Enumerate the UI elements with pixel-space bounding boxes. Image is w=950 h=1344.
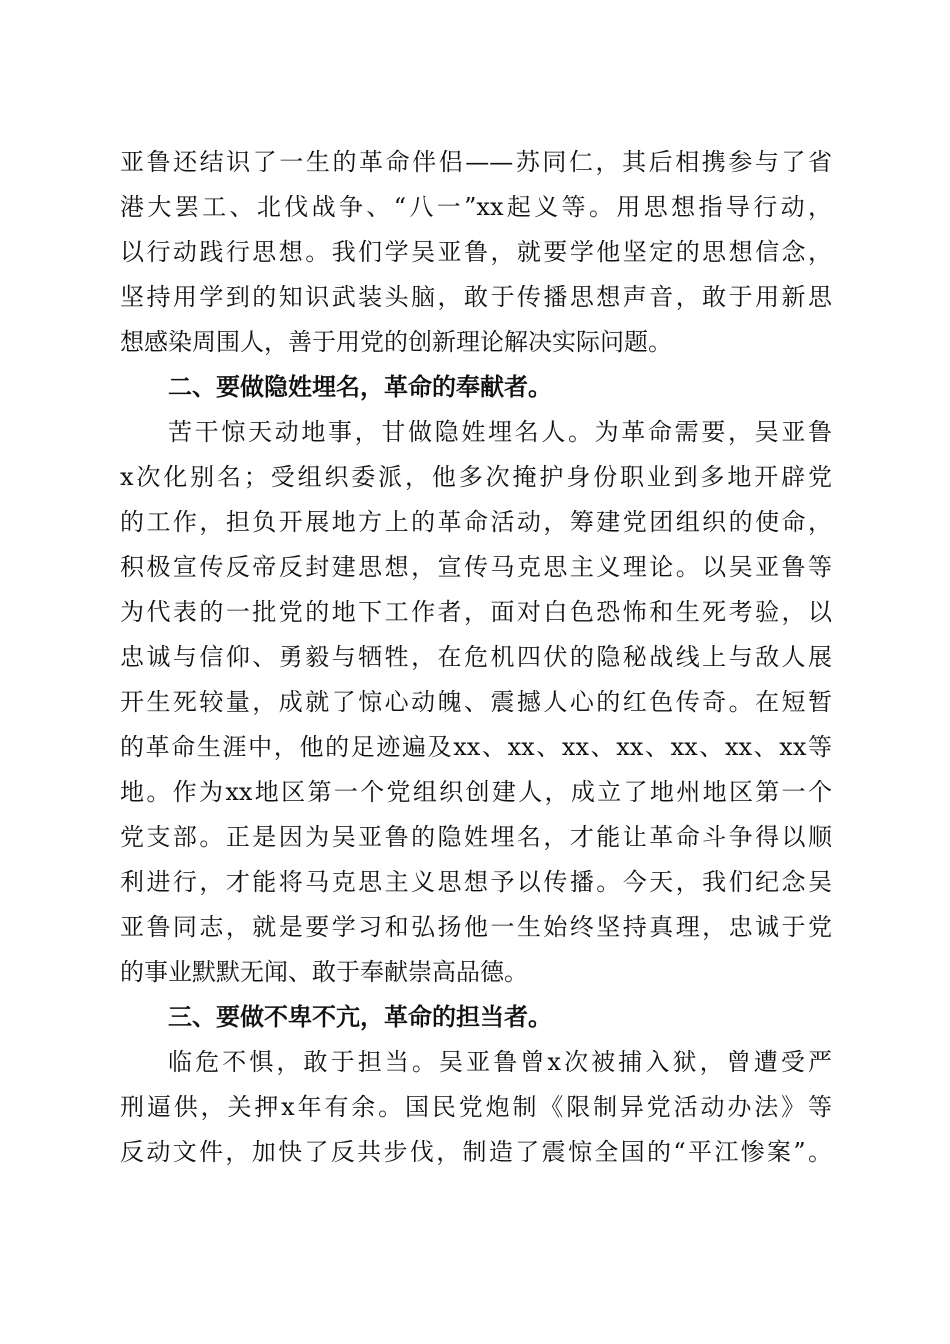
paragraph-line: 临危不惧，敢于担当。吴亚鲁曾x次被捕入狱，曾遭受严: [168, 1048, 832, 1076]
paragraph-line: 的工作，担负开展地方上的革命活动，筹建党团组织的使命，: [120, 508, 832, 536]
paragraph-line: 为代表的一批党的地下工作者，面对白色恐怖和生死考验，以: [120, 598, 832, 626]
paragraph-line: 利进行，才能将马克思主义思想予以传播。今天，我们纪念吴: [120, 868, 832, 896]
paragraph-line: x次化别名；受组织委派，他多次掩护身份职业到多地开辟党: [120, 463, 832, 491]
paragraph-line: 坚持用学到的知识武装头脑，敢于传播思想声音，敢于用新思: [120, 283, 832, 311]
paragraph-line: 的事业默默无闻、敢于奉献崇高品德。: [120, 958, 528, 986]
document-body: [120, 140, 832, 1175]
paragraph-line: 的革命生涯中，他的足迹遍及xx、xx、xx、xx、xx、xx、xx等: [120, 733, 832, 761]
paragraph-line: 党支部。正是因为吴亚鲁的隐姓埋名，才能让革命斗争得以顺: [120, 823, 832, 851]
paragraph-2: [120, 410, 832, 995]
paragraph-line: 地。作为xx地区第一个党组织创建人，成立了地州地区第一个: [120, 778, 832, 806]
paragraph-line: 亚鲁还结识了一生的革命伴侣——苏同仁，其后相携参与了省: [120, 148, 832, 176]
paragraph-line: 反动文件，加快了反共步伐，制造了震惊全国的“平江惨案”。: [120, 1138, 832, 1166]
paragraph-line: 港大罢工、北伐战争、“八一”xx起义等。用思想指导行动，: [120, 193, 832, 221]
paragraph-1: [120, 140, 832, 365]
paragraph-line: 以行动践行思想。我们学吴亚鲁，就要学他坚定的思想信念，: [120, 238, 832, 266]
paragraph-line: 刑逼供，关押x年有余。国民党炮制《限制异党活动办法》等: [120, 1093, 832, 1121]
paragraph-line: 积极宣传反帝反封建思想，宣传马克思主义理论。以吴亚鲁等: [120, 553, 832, 581]
paragraph-line: 开生死较量，成就了惊心动魄、震撼人心的红色传奇。在短暂: [120, 688, 832, 716]
section-heading-3: 三、要做不卑不亢，革命的担当者。: [168, 1003, 552, 1031]
paragraph-3: [120, 1040, 832, 1175]
section-heading-2: 二、要做隐姓埋名，革命的奉献者。: [168, 373, 552, 401]
paragraph-line: 想感染周围人，善于用党的创新理论解决实际问题。: [120, 328, 672, 356]
paragraph-line: 苦干惊天动地事，甘做隐姓埋名人。为革命需要，吴亚鲁: [168, 418, 832, 446]
paragraph-line: 亚鲁同志，就是要学习和弘扬他一生始终坚持真理，忠诚于党: [120, 913, 832, 941]
paragraph-line: 忠诚与信仰、勇毅与牺牲，在危机四伏的隐秘战线上与敌人展: [120, 643, 832, 671]
